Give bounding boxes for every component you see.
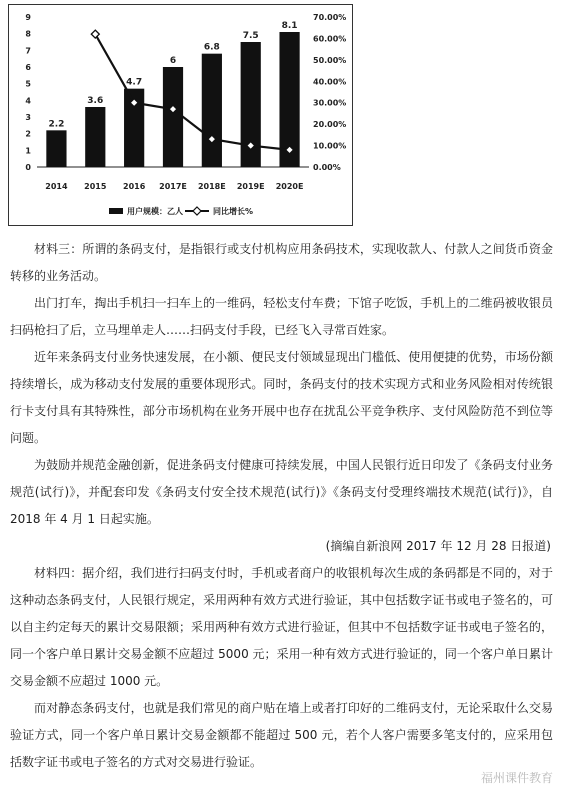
bar (85, 107, 105, 167)
y-right-tick-label: 20.00% (313, 120, 347, 130)
x-tick-label: 2015 (84, 182, 107, 191)
x-tick-label: 2019E (236, 182, 265, 191)
x-tick-label: 2014 (45, 182, 68, 191)
chart-bars (46, 21, 299, 167)
x-tick-label: 2017E (159, 182, 187, 191)
bar-data-label: 3.6 (87, 96, 104, 106)
source-note: (摘编自新浪网 2017 年 12 月 28 日报道) (325, 539, 551, 553)
y-left-tick-label: 6 (25, 63, 31, 72)
y-right-tick-label: 0.00% (313, 163, 341, 172)
y-right-tick-label: 10.00% (313, 141, 347, 151)
y-left-tick-label: 2 (25, 129, 31, 139)
x-tick-label: 2016 (123, 182, 146, 191)
y-left-tick-label: 7 (25, 46, 31, 56)
bar (46, 130, 66, 167)
paragraph-static-code: 而对静态条码支付，也就是我们常见的商户贴在墙上或者打印好的二维码支付，无论采取什么交易验证方式，同一个客户单日累计交易金额都不能超过 500 元，若个人客户需要多笔支付的，应采用包括数字证书或电子签名的方式对交易进行验证。 (10, 701, 553, 769)
bar-line-chart (9, 5, 354, 227)
x-tick-label: 2018E (197, 182, 226, 191)
paragraph-regulation: 为鼓励并规范金融创新，促进条码支付健康可持续发展，中国人民银行近日印发了《条码支付业务规范(试行)》，并配套印发《条码支付安全技术规范(试行)》《条码支付受理终端技术规范(试行)》，自 2018 年 4 月 1 日起实施。 (10, 458, 553, 526)
y-left-tick-label: 4 (25, 96, 31, 106)
legend-line-label: 同比增长% (213, 207, 254, 216)
y-left-tick-label: 5 (25, 79, 31, 89)
paragraph-development: 近年来条码支付业务快速发展，在小额、便民支付领域显现出门槛低、使用便捷的优势，市场份额持续增长，成为移动支付发展的重要体现形式。同时，条码支付的技术实现方式和业务风险相对传统银行卡支付具有其特殊性，部分市场机构在业务开展中也存在扰乱公平竞争秩序、支付风险防范不到位等问题。 (10, 350, 553, 445)
y-left-tick-label: 1 (25, 146, 31, 156)
bar-data-label: 6.8 (203, 42, 220, 53)
bar-data-label: 6 (169, 56, 177, 66)
y-left-tick-label: 0 (25, 163, 31, 172)
x-tick-label: 2020E (275, 182, 304, 191)
chart-legend (109, 206, 253, 216)
watermark-text: 福州课件教育 (480, 771, 553, 785)
legend-bar-swatch (109, 208, 123, 214)
legend-line-marker (193, 207, 201, 215)
y-right-tick-label: 50.00% (313, 55, 347, 65)
y-right-tick-label: 60.00% (313, 34, 347, 44)
paragraph-material-4: 材料四：据介绍，我们进行扫码支付时，手机或者商户的收银机每次生成的条码都是不同的，对于这种动态条码支付，人民银行规定，采用两种有效方式进行验证，其中包括数字证书或电子签名的，可以自主约定每天的累计交易限额；采用两种有效方式进行验证，但其中不包括数字证书或电子签名的，同一个客户单日累计交易金额不应超过 5000 元；采用一种有效方式进行验证的，同一个客户单日累计交易金额不应超过 1000 元。 (10, 566, 553, 688)
bar-data-label: 8.1 (281, 21, 298, 31)
y-left-tick-label: 9 (25, 13, 31, 22)
y-right-tick-label: 40.00% (313, 77, 347, 87)
y-right-tick-label: 30.00% (313, 98, 347, 108)
legend-bar-label: 用户规模：乙人 (127, 207, 183, 216)
y-right-tick-label: 70.00% (313, 13, 347, 22)
chart-figure (8, 4, 353, 226)
chart-growth-line (91, 30, 293, 154)
bar (202, 54, 222, 167)
paragraph-scan-scene: 出门打车，掏出手机扫一扫车上的一维码，轻松支付车费；下馆子吃饭，手机上的二维码被收银员扫码枪扫了后，立马埋单走人……扫码支付手段，已经飞入寻常百姓家。 (10, 296, 553, 337)
article-body (10, 236, 553, 776)
bar-data-label: 4.7 (126, 77, 143, 88)
y-left-tick-label: 3 (25, 113, 31, 122)
bar-data-label: 2.2 (48, 119, 65, 130)
bar (163, 67, 183, 167)
paragraph-material-3: 材料三：所谓的条码支付，是指银行或支付机构应用条码技术，实现收款人、付款人之间货币资金转移的业务活动。 (10, 242, 553, 283)
y-left-tick-label: 8 (25, 29, 31, 39)
bar-data-label: 7.5 (242, 31, 259, 41)
